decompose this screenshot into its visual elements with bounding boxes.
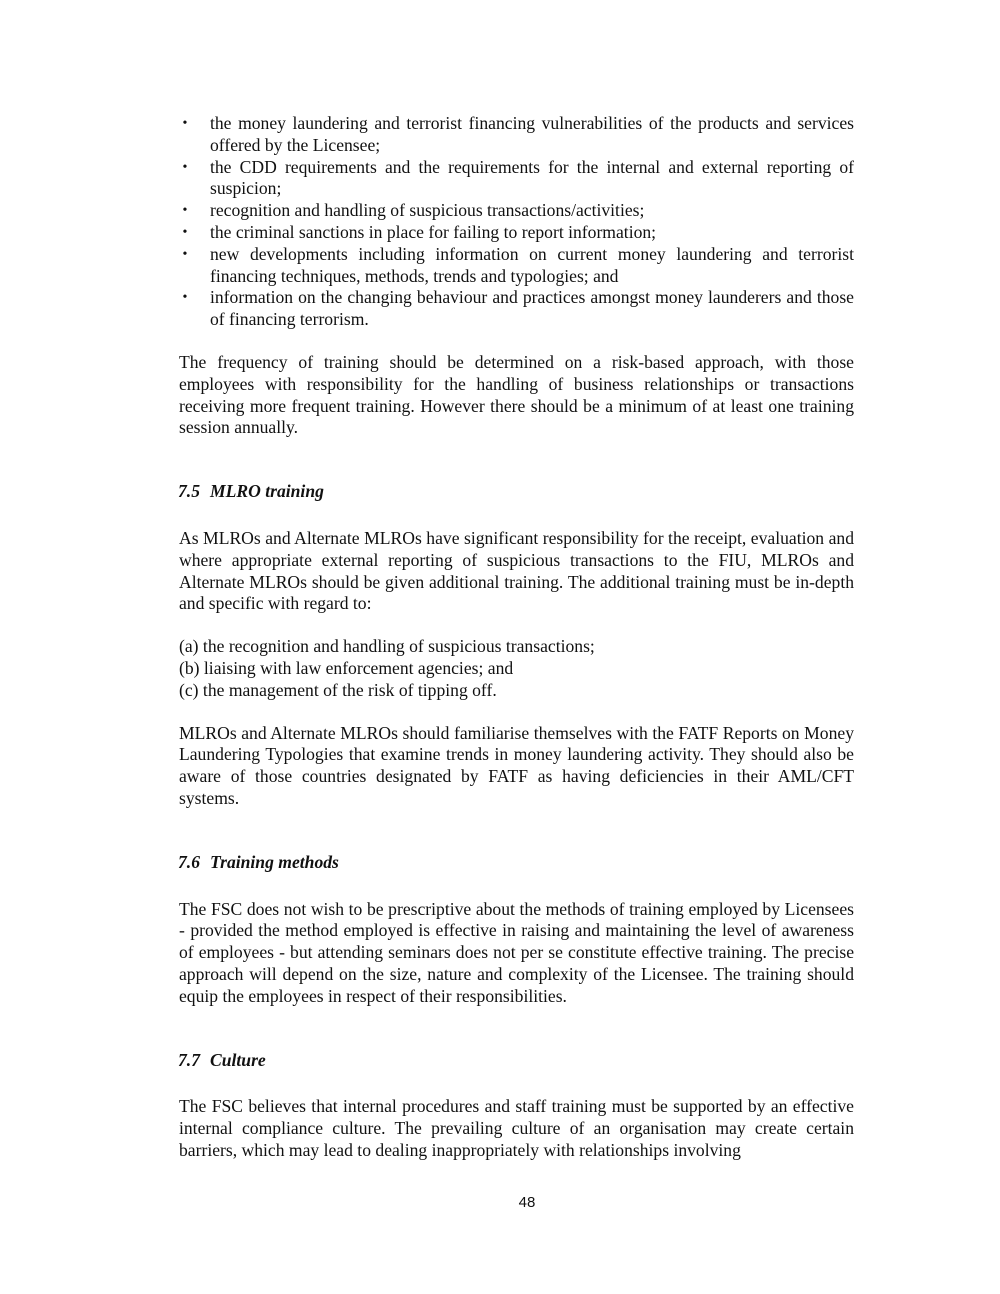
bullet-icon: • [182, 159, 188, 175]
list-item [179, 244, 854, 288]
section-heading-7-7 [178, 1050, 854, 1072]
list-item [179, 287, 854, 331]
mlro-training-list [179, 636, 854, 701]
list-item [179, 200, 854, 222]
section-number: 7.7 [178, 1049, 200, 1070]
section-heading-7-5 [178, 481, 854, 503]
frequency-paragraph: The frequency of training should be determined on a risk-based approach, with those employees with responsibility for the handling of business relationships or transactions receiving more frequent training. However there should be a minimum of at least one training session annually. [179, 351, 854, 438]
training-topics-list [179, 113, 854, 331]
bullet-icon: • [182, 290, 188, 306]
bullet-text: information on the changing behaviour and practices amongst money launderers and those of financing terrorism. [210, 287, 854, 330]
list-item: (a) the recognition and handling of suspicious transactions; [179, 636, 595, 657]
bullet-text: the CDD requirements and the requirements for the internal and external reporting of suspicion; [210, 156, 854, 199]
mlro-closing-paragraph: MLROs and Alternate MLROs should familiarise themselves with the FATF Reports on Money Laundering Typologies that examine trends in money laundering activity. They should also be aware of those countries designated by FATF as having deficiencies in their AML/CFT systems. [179, 722, 854, 808]
bullet-text: the criminal sanctions in place for failing to report information; [210, 221, 657, 242]
document-body [179, 113, 854, 1162]
list-item: (c) the management of the risk of tipping off. [179, 679, 497, 700]
section-heading-7-6 [178, 852, 854, 874]
section-title: Training methods [210, 851, 339, 872]
bullet-text: new developments including information on current money laundering and terrorist financing techniques, methods, trends and typologies; and [210, 243, 854, 286]
bullet-icon: • [182, 203, 188, 219]
bullet-icon: • [182, 224, 188, 240]
page-number: 48 [518, 1194, 536, 1211]
list-item [179, 157, 854, 201]
list-item: (b) liaising with law enforcement agencies; and [179, 657, 514, 678]
training-methods-paragraph: The FSC does not wish to be prescriptive about the methods of training employed by Licensees - provided the method employed is effective in raising and maintaining the level of awareness of employees - but attending seminars does not per se constitute effective training. The precise approach will depend on the size, nature and complexity of the Licensee. The training should equip the employees in respect of their responsibilities. [179, 898, 854, 1006]
section-number: 7.6 [178, 851, 200, 872]
section-title: MLRO training [210, 481, 324, 502]
list-item [179, 113, 854, 157]
bullet-icon: • [182, 246, 188, 262]
bullet-text: the money laundering and terrorist financing vulnerabilities of the products and services offered by the Licensee; [210, 113, 854, 155]
section-number: 7.5 [178, 481, 200, 502]
mlro-intro-paragraph: As MLROs and Alternate MLROs have significant responsibility for the receipt, evaluation and where appropriate external reporting of suspicious transactions to the FIU, MLROs and Alternate MLROs should be given additional training. The additional training must be in-depth and specific with regard to: [179, 527, 854, 614]
bullet-text: recognition and handling of suspicious transactions/activities; [210, 200, 645, 221]
culture-paragraph: The FSC believes that internal procedures and staff training must be supported by an effective internal compliance culture. The prevailing culture of an organisation may create certain barriers, which may lead to dealing inappropriately with relationships involving [179, 1096, 854, 1160]
section-title: Culture [210, 1049, 266, 1070]
list-item [179, 222, 854, 244]
bullet-icon: • [182, 116, 188, 131]
